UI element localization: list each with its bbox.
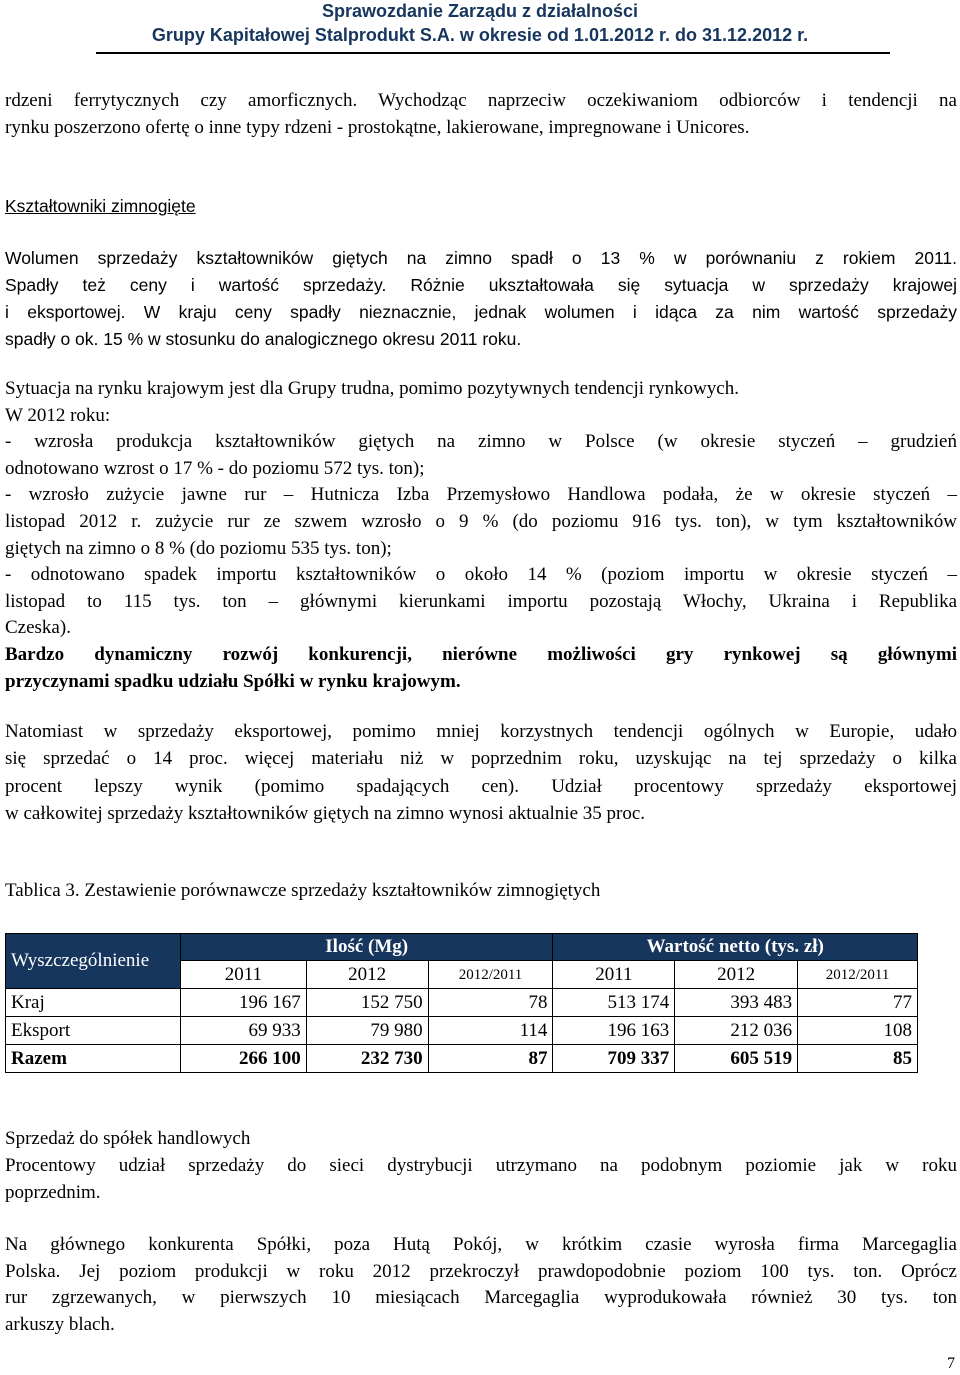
table-cell: 114 xyxy=(428,1017,553,1045)
paragraph-line: - odnotowano spadek importu kształtowników o około 14 % (poziom importu w okresie styczeń – xyxy=(5,564,957,586)
table-cell: 152 750 xyxy=(306,989,428,1017)
table-cell: 212 036 xyxy=(675,1017,798,1045)
table-cell: 85 xyxy=(798,1045,918,1073)
paragraph-line: Sytuacja na rynku krajowym jest dla Grupy trudna, pomimo pozytywnych tendencji rynkowych. xyxy=(5,378,739,399)
paragraph-line: listopad to 115 tys. ton – głównymi kierunkami importu pozostają Włochy, Ukraina i Republika xyxy=(5,590,957,612)
paragraph-line: Wolumen sprzedaży kształtowników giętych na zimno spadł o 13 % w porównaniu z rokiem 2011. xyxy=(5,248,957,268)
paragraph-line: Na głównego konkurenta Spółki, poza Hutą Pokój, w krótkim czasie wyrosła firma Marcegaglia xyxy=(5,1234,957,1255)
table-cell: 513 174 xyxy=(553,989,675,1017)
paragraph-line: - wzrosła produkcja kształtowników giętych na zimno w Polsce (w okresie styczeń – grudzień xyxy=(5,431,957,453)
intro-paragraph xyxy=(5,88,957,141)
paragraph-line: giętych na zimno o 8 % (do poziomu 535 tys. ton); xyxy=(5,537,392,559)
intro-line: rdzeni ferrytycznych czy amorficznych. Wychodząc naprzeciw oczekiwaniom odbiorców i tendencji na xyxy=(5,90,957,111)
header-rule xyxy=(96,52,890,54)
paragraph-trading-companies xyxy=(5,1125,957,1206)
header-title-line1: Sprawozdanie Zarządu z działalności xyxy=(321,1,639,21)
table-cell: 196 167 xyxy=(180,989,306,1017)
paragraph-export xyxy=(5,718,957,827)
subheader-cell: 2011 xyxy=(553,961,675,989)
table-cell: 266 100 xyxy=(180,1045,306,1073)
paragraph-line: rur zgrzewanych, w pierwszych 10 miesiącach Marcegaglia wyprodukowała również 30 tys. ton xyxy=(5,1287,957,1308)
paragraph-line: się sprzedać o 14 proc. więcej materiału niż w poprzednim roku, uzyskując na tej sprzedaży o kilka xyxy=(5,748,957,770)
page-number: 7 xyxy=(947,1355,955,1372)
row-label: Eksport xyxy=(6,1017,181,1045)
header-title-line2: Grupy Kapitałowej Stalprodukt S.A. w okresie od 1.01.2012 r. do 31.12.2012 r. xyxy=(151,25,809,45)
table-cell: 196 163 xyxy=(553,1017,675,1045)
subheader-cell: 2012 xyxy=(675,961,798,989)
table-cell: 78 xyxy=(428,989,553,1017)
paragraph-line: listopad 2012 r. zużycie rur ze szwem wzrosło o 9 % (do poziomu 916 tys. ton), w tym kształtowników xyxy=(5,510,957,532)
header-group-value xyxy=(553,934,918,961)
paragraph-line: procent lepszy wynik (pomimo spadających cen). Udział procentowy sprzedaży eksportowej xyxy=(5,775,957,797)
paragraph-line: Polska. Jej poziom produkcji w roku 2012 przekroczył prawdopodobnie poziom 100 tys. ton. Oprócz xyxy=(5,1260,957,1282)
row-label: Razem xyxy=(6,1045,181,1073)
section-title: Kształtowniki zimnogięte xyxy=(5,196,196,216)
subheader-cell: 2012 xyxy=(306,961,428,989)
paragraph-domestic-market xyxy=(5,376,957,695)
paragraph-competitor xyxy=(5,1232,957,1338)
table-cell: 79 980 xyxy=(306,1017,428,1045)
paragraph-line: Natomiast w sprzedaży eksportowej, pomimo mniej korzystnych tendencji ogólnych w Europie, udało xyxy=(5,721,957,742)
table-header-row xyxy=(6,934,918,961)
paragraph-line: - wzrosło zużycie jawne rur – Hutnicza Izba Przemysłowo Handlowa podała, że w okresie styczeń – xyxy=(5,484,957,506)
table-cell: 69 933 xyxy=(180,1017,306,1045)
paragraph-line: Spadły też ceny i wartość sprzedaży. Różnie ukształtowała się sytuacja w sprzedaży krajowej xyxy=(5,275,957,295)
paragraph-line: Czeska). xyxy=(5,617,71,639)
paragraph-subtitle: Sprzedaż do spółek handlowych xyxy=(5,1128,251,1149)
row-label: Kraj xyxy=(6,989,181,1017)
paragraph-line: arkuszy blach. xyxy=(5,1313,115,1335)
header-cell: Wartość netto (tys. zł) xyxy=(646,936,824,957)
paragraph-line: w całkowitej sprzedaży kształtowników giętych na zimno wynosi aktualnie 35 proc. xyxy=(5,802,646,824)
paragraph-line: i eksportowej. W kraju ceny spadły nieznacznie, jednak wolumen i idąca za nim wartość sprzedaży xyxy=(5,302,957,322)
table-cell: 393 483 xyxy=(675,989,798,1017)
table-cell: 108 xyxy=(798,1017,918,1045)
paragraph-line: poprzednim. xyxy=(5,1182,101,1203)
table-caption: Tablica 3. Zestawienie porównawcze sprzedaży kształtowników zimnogiętych xyxy=(5,880,601,901)
header-cell: Ilość (Mg) xyxy=(325,936,409,957)
paragraph-line: Procentowy udział sprzedaży do sieci dystrybucji utrzymano na podobnym poziomie jak w roku xyxy=(5,1155,957,1176)
sales-comparison-table xyxy=(5,933,918,1073)
table-cell: 605 519 xyxy=(675,1045,798,1073)
table-row xyxy=(6,1017,918,1045)
paragraph-line: W 2012 roku: xyxy=(5,404,111,426)
paragraph-line: spadły o ok. 15 % w stosunku do analogicznego okresu 2011 roku. xyxy=(5,329,522,349)
bold-conclusion-line: Bardzo dynamiczny rozwój konkurencji, nierówne możliwości gry rynkowej są głównymi xyxy=(5,643,957,665)
table-cell: 232 730 xyxy=(306,1045,428,1073)
table-total-row xyxy=(6,1045,918,1073)
paragraph-line: odnotowano wzrost o 17 % - do poziomu 572 tys. ton); xyxy=(5,457,425,479)
table-row xyxy=(6,989,918,1017)
subheader-cell: 2012/2011 xyxy=(798,961,918,989)
subheader-cell: 2011 xyxy=(180,961,306,989)
table-cell: 709 337 xyxy=(553,1045,675,1073)
table-cell: 77 xyxy=(798,989,918,1017)
bold-conclusion-line: przyczynami spadku udziału Spółki w rynku krajowym. xyxy=(5,670,461,692)
header-cell: Wyszczególnienie xyxy=(6,934,181,989)
table-cell: 87 xyxy=(428,1045,553,1073)
intro-line: rynku poszerzono ofertę o inne typy rdzeni - prostokątne, lakierowane, impregnowane i Unicores. xyxy=(5,116,750,138)
header-group-quantity xyxy=(180,934,553,961)
subheader-cell: 2012/2011 xyxy=(428,961,553,989)
paragraph-volume xyxy=(5,245,957,353)
page-header xyxy=(0,0,960,60)
